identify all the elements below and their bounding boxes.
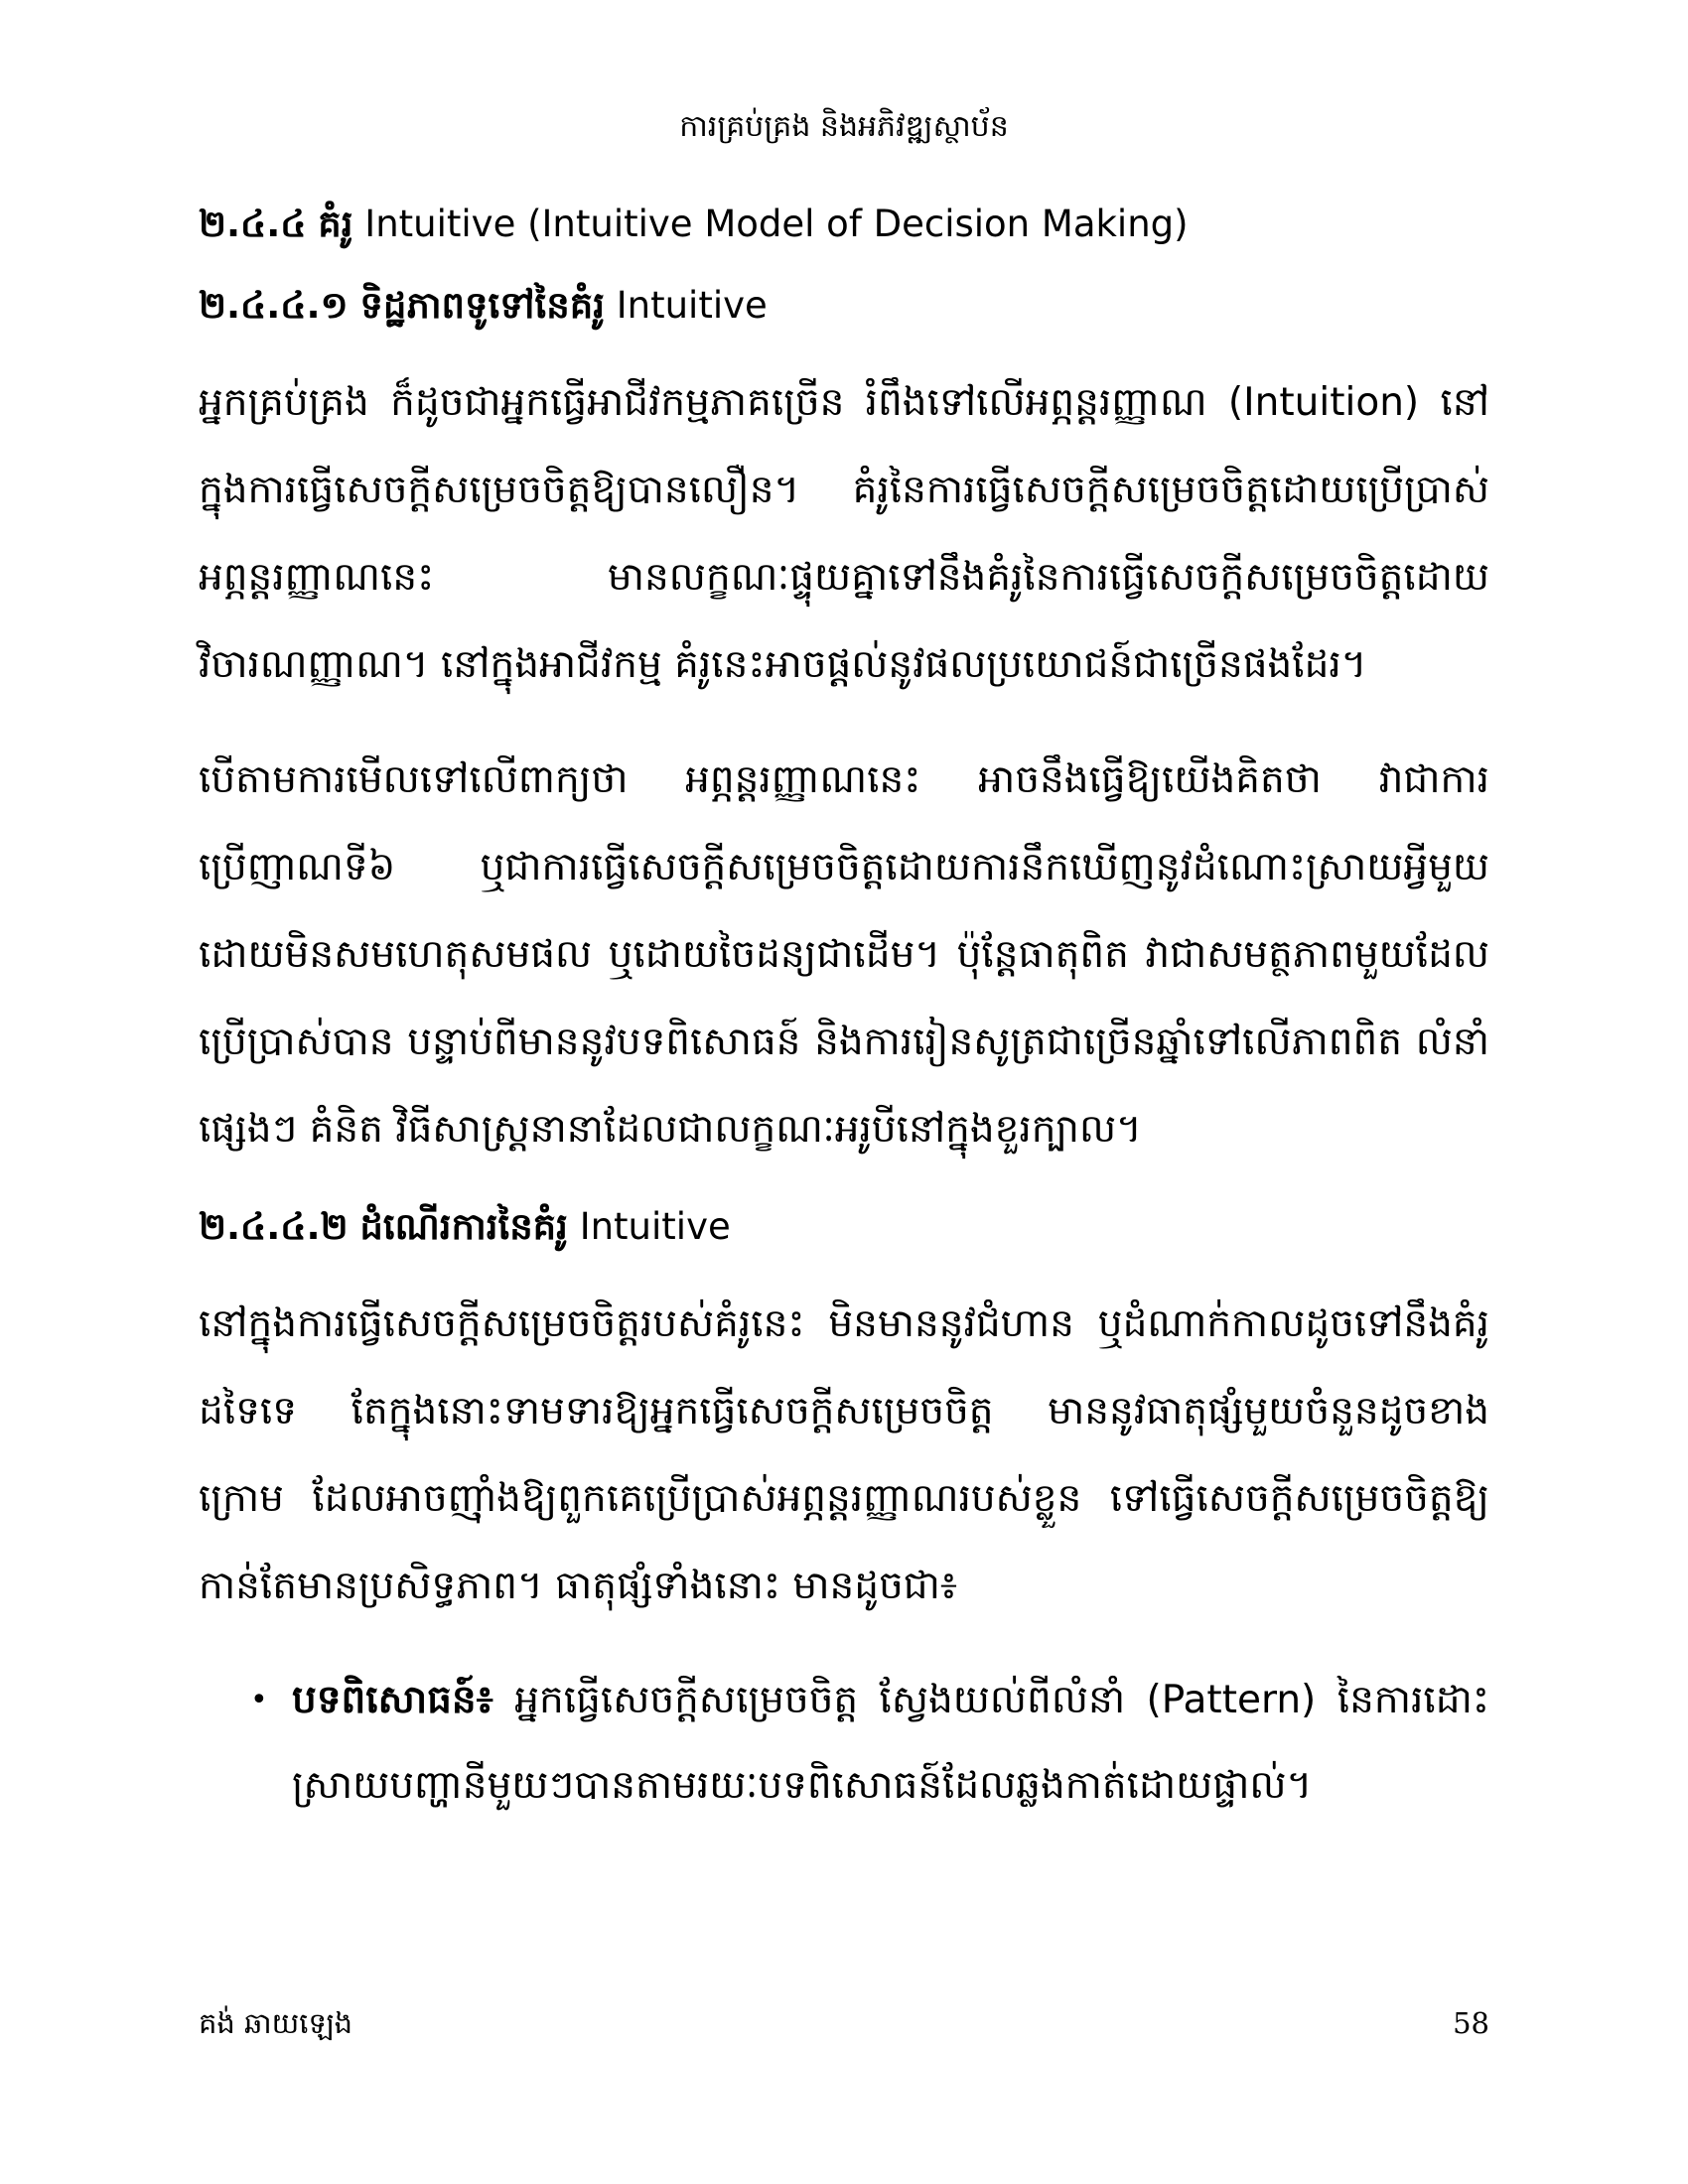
subsection-number: ២.៤.៤.១: [199, 284, 349, 327]
subsection-title-khmer: ដំណើរការនៃគំរូ: [359, 1205, 568, 1248]
page-content: [199, 199, 1489, 1829]
section-title-khmer: គំរូ: [318, 203, 353, 245]
paragraph: អ្នកគ្រប់គ្រង ក៏ដូចជាអ្នកធ្វើអាជីវកម្មភាគច្រើន រំពឹងទៅលើអព្ភន្តរញ្ញាណ (Intuition) នៅក្នុងការធ្វើសេចក្តីសម្រេចចិត្តឱ្យបានលឿន។ គំរូនៃការធ្វើសេចក្តីសម្រេចចិត្តដោយប្រើប្រាស់អព្ភន្តរញ្ញាណនេះ មានលក្ខណៈផ្ទុយគ្នាទៅនឹងគំរូនៃការធ្វើសេចក្តីសម្រេចចិត្តដោយវិចារណញ្ញាណ។ នៅក្នុងអាជីវកម្ម គំរូនេះអាចផ្តល់នូវផលប្រយោជន៍ជាច្រើនផងដែរ។: [199, 380, 1489, 687]
bullet-text: អ្នកធ្វើសេចក្តីសម្រេចចិត្ត ស្វែងយល់ពីលំនាំ (Pattern) នៃការដោះស្រាយបញ្ហានីមួយៗបានតាមរយៈបទពិសោធន៍ដែលឆ្លងកាត់ដោយផ្ទាល់។: [292, 1678, 1489, 1808]
running-header: ការគ្រប់គ្រង និងអភិវឌ្ឍស្ថាប័ន: [679, 109, 1009, 144]
subsection-heading-2: [199, 1201, 1489, 1253]
subsection-heading-1: [199, 280, 1489, 332]
section-number: ២.៤.៤: [199, 203, 307, 245]
subsection-title-latin: Intuitive: [616, 284, 768, 327]
page-number: 58: [1453, 2006, 1489, 2040]
bullet-list: [199, 1658, 1489, 1829]
subsection-title-khmer: ទិដ្ឋភាពទូទៅនៃគំរូ: [359, 284, 605, 327]
section-heading: [199, 199, 1489, 250]
bullet-term: បទពិសោធន៍៖: [292, 1678, 493, 1722]
paragraph: បើតាមការមើលទៅលើពាក្យថា អព្ភន្តរញ្ញាណនេះ អាចនឹងធ្វើឱ្យយើងគិតថា វាជាការប្រើញាណទី៦ ឬជាការធ្វើសេចក្តីសម្រេចចិត្តដោយការនឹកឃើញនូវដំណោះស្រាយអ្វីមួយដោយមិនសមហេតុសមផល ឬដោយចៃដន្យជាដើម។ ប៉ុន្តែធាតុពិត វាជាសមត្ថភាពមួយដែលប្រើប្រាស់បាន បន្ទាប់ពីមាននូវបទពិសោធន៍ និងការរៀនសូត្រជាច្រើនឆ្នាំទៅលើភាពពិត លំនាំផ្សេងៗ គំនិត វិធីសាស្ត្រនានាដែលជាលក្ខណៈអរូបីនៅក្នុងខួរក្បាល។: [199, 757, 1489, 1152]
list-item: [199, 1658, 1489, 1829]
bullet-icon: •: [250, 1683, 268, 1717]
paragraph: នៅក្នុងការធ្វើសេចក្តីសម្រេចចិត្តរបស់គំរូនេះ មិនមាននូវជំហាន ឬដំណាក់កាលដូចទៅនឹងគំរូដទៃទេ តែក្នុងនោះទាមទារឱ្យអ្នកធ្វើសេចក្តីសម្រេចចិត្ត មាននូវធាតុផ្សំមួយចំនួនដូចខាងក្រោម ដែលអាចញ៉ាំងឱ្យពួកគេប្រើប្រាស់អព្ភន្តរញ្ញាណរបស់ខ្លួន ទៅធ្វើសេចក្តីសម្រេចចិត្តឱ្យកាន់តែមានប្រសិទ្ធភាព។ ធាតុផ្សំទាំងនោះ មានដូចជា៖: [199, 1301, 1489, 1608]
footer-author: គង់ ឆាយឡេង: [199, 2006, 353, 2040]
running-footer: [199, 2003, 1489, 2043]
section-title-latin: Intuitive (Intuitive Model of Decision Making): [364, 203, 1189, 245]
subsection-number: ២.៤.៤.២: [199, 1205, 349, 1248]
subsection-title-latin: Intuitive: [579, 1205, 731, 1248]
